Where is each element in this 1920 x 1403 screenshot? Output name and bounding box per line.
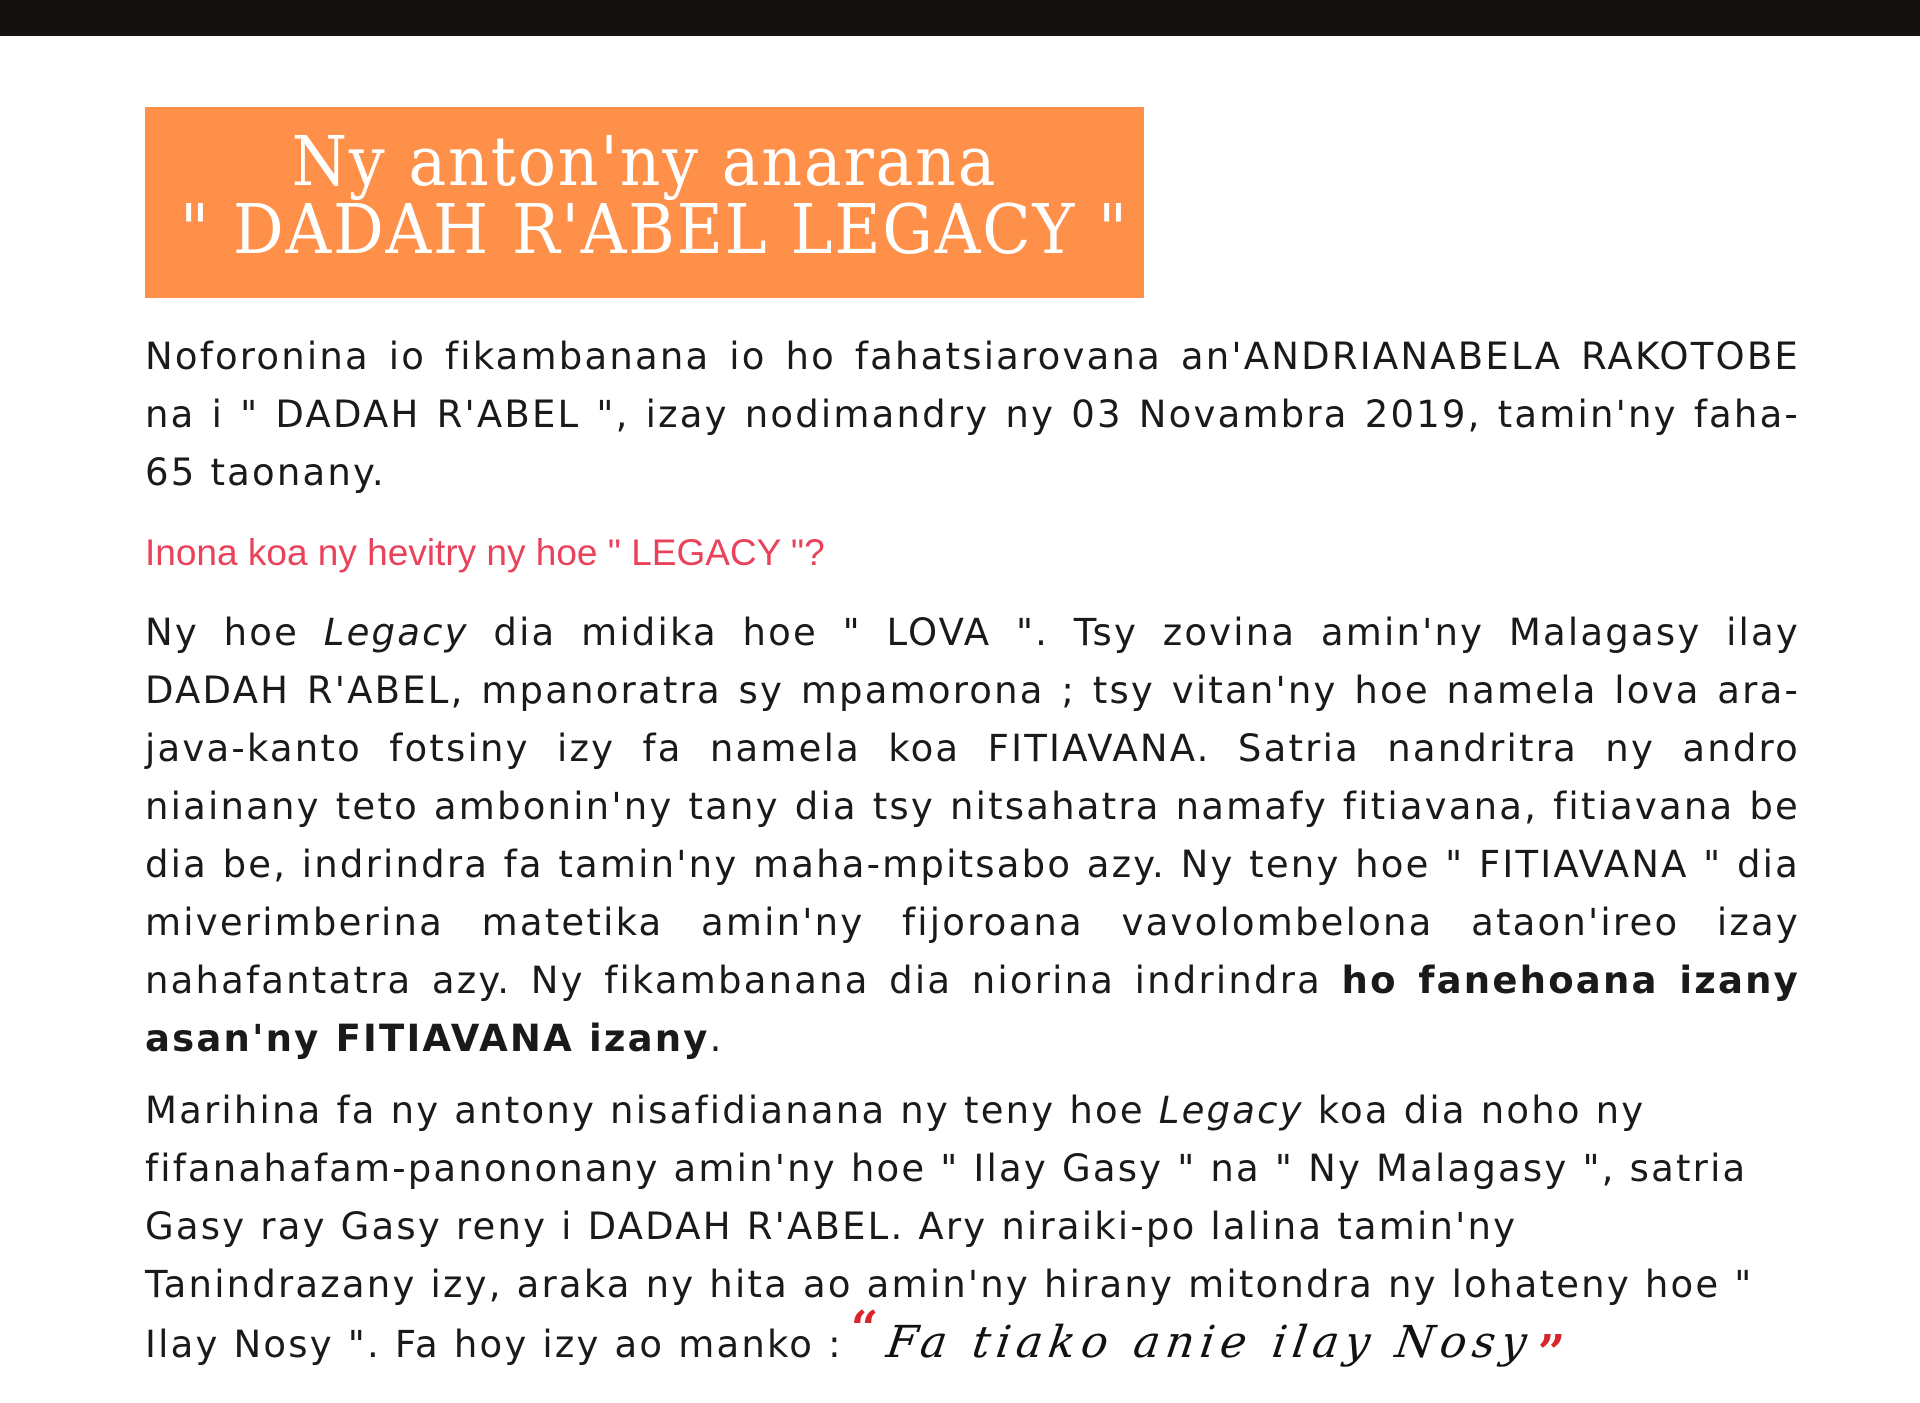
handwritten-quote <box>850 1301 1568 1381</box>
name-choice-paragraph <box>145 1082 1800 1381</box>
choice-text-2: koa dia noho ny fifanahafam-panononany amin'ny hoe " Ilay Gasy " na " Ny Malagasy ", satria Gasy ray Gasy reny i DADAH R'ABEL. Ary niraiki-po lalina tamin'ny Tanindrazany izy, araka ny hita ao amin'ny hirany mitondra ny lohateny hoe " Ilay Nosy ". Fa hoy izy ao manko : <box>145 1089 1754 1366</box>
question-heading: Inona koa ny hevitry ny hoe " LEGACY "? <box>145 532 825 573</box>
top-bar <box>0 0 1920 36</box>
title-line-1: Ny anton'ny anarana <box>291 123 998 202</box>
legacy-bold-phrase: ho fanehoana izany asan'ny FITIAVANA izany <box>145 959 1800 1060</box>
legacy-text-end: . <box>709 1017 724 1060</box>
legacy-text-1: Ny hoe <box>145 611 324 654</box>
intro-paragraph: Noforonina io fikambanana io ho fahatsiarovana an'ANDRIANABELA RAKOTOBE na i " DADAH R'ABEL ", izay nodimandry ny 03 Novambra 2019, tamin'ny faha-65 taonany. <box>145 335 1800 494</box>
title-line-2: " DADAH R'ABEL LEGACY " <box>179 191 1130 270</box>
legacy-text-2: dia midika hoe " LOVA ". Tsy zovina amin'ny Malagasy ilay DADAH R'ABEL, mpanoratra sy mpamorona ; tsy vitan'ny hoe namela lova ara-java-kanto fotsiny izy fa namela koa FITIAVANA. Satria nandritra ny andro niainany teto ambonin'ny tany dia tsy nitsahatra namafy fitiavana, fitiavana be dia be, indrindra fa tamin'ny maha-mpitsabo azy. Ny teny hoe " FITIAVANA " dia miverimberina matetika amin'ny fijoroana vavolombelona ataon'ireo izay nahafantatra azy. Ny fikambanana dia niorina indrindra <box>145 611 1800 1002</box>
quote-close-mark: ” <box>1537 1325 1568 1381</box>
handwritten-quote-text: Fa tiako anie ilay Nosy <box>883 1317 1536 1368</box>
legacy-paragraph <box>145 604 1800 1068</box>
quote-open-mark: “ <box>850 1301 881 1357</box>
article-body <box>145 328 1800 1381</box>
legacy-word-italic: Legacy <box>323 611 469 654</box>
choice-text-1: Marihina fa ny antony nisafidianana ny teny hoe <box>145 1089 1159 1132</box>
title-banner <box>145 107 1144 298</box>
choice-word-italic: Legacy <box>1158 1089 1304 1132</box>
